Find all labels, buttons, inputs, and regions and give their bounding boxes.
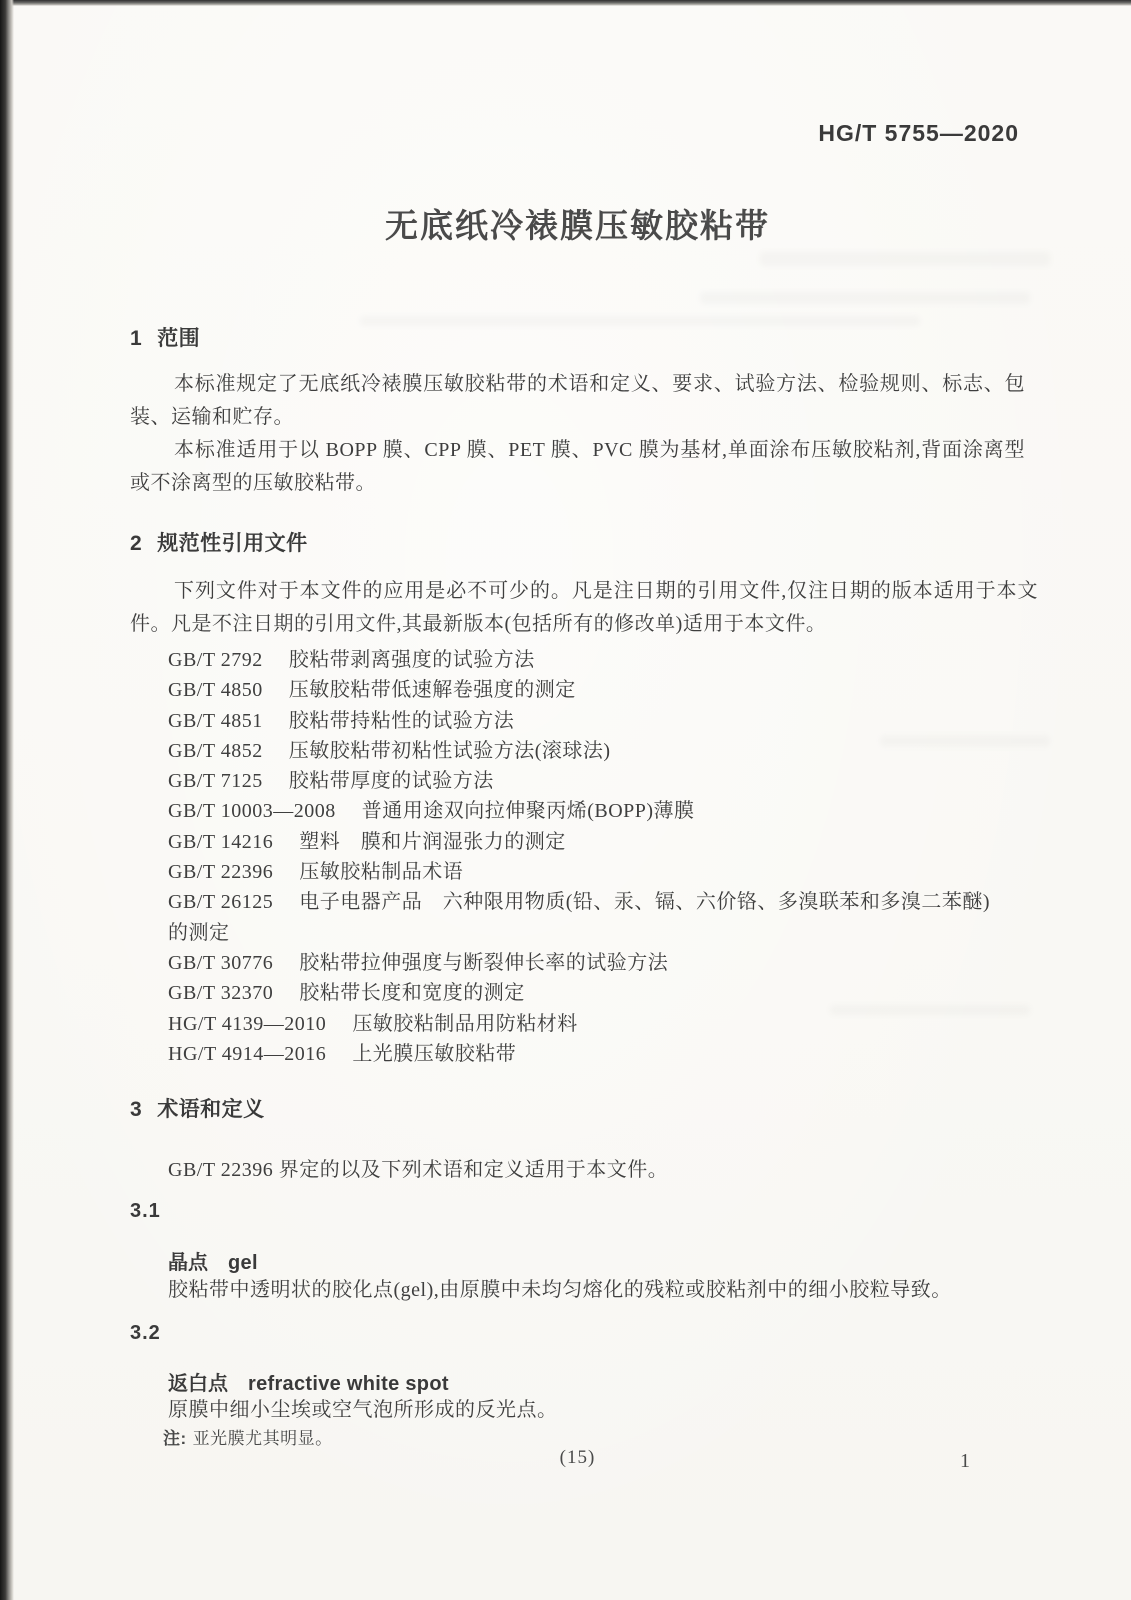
term-2-definition: 原膜中细小尘埃或空气泡所形成的反光点。 (168, 1399, 558, 1421)
reference-code: GB/T 14216 (168, 830, 274, 853)
scan-edge-left (0, 0, 14, 1600)
reference-title: 塑料 膜和片润湿张力的测定 (299, 830, 566, 853)
section-1-paragraph-2: 本标准适用于以 BOPP 膜、CPP 膜、PET 膜、PVC 膜为基材,单面涂布压敏胶粘剂,背面涂离型或不涂离型的压敏胶粘带。 (130, 439, 1025, 494)
note-text: 亚光膜尤其明显。 (192, 1429, 333, 1448)
reference-code: GB/T 7125 (168, 770, 263, 793)
reference-code: HG/T 4139—2010 (168, 1012, 327, 1035)
reference-code: GB/T 2792 (168, 649, 263, 671)
term-2-number: 3.2 (130, 1322, 161, 1344)
term-2-english: refractive white spot (248, 1373, 449, 1395)
reference-item (130, 857, 1030, 887)
document-title: 无底纸冷裱膜压敏胶粘带 (385, 207, 770, 244)
section-1-paragraph-1: 本标准规定了无底纸冷裱膜压敏胶粘带的术语和定义、要求、试验方法、检验规则、标志、包装、运输和贮存。 (130, 373, 1025, 428)
scan-edge-top (0, 0, 1131, 6)
reference-item (130, 766, 1030, 796)
section-2-heading (130, 527, 308, 557)
term-1-name-line (168, 1246, 258, 1275)
reference-item (130, 675, 1030, 705)
section-3-title: 术语和定义 (157, 1098, 265, 1121)
term-1-name: 晶点 (168, 1252, 208, 1274)
reference-code: GB/T 30776 (168, 951, 274, 974)
note-label: 注: (163, 1429, 187, 1448)
reference-code: GB/T 4850 (168, 679, 263, 702)
reference-item (130, 1039, 1030, 1069)
term-1-definition: 胶粘带中透明状的胶化点(gel),由原膜中未均匀熔化的残粒或胶粘剂中的细小胶粒导致。 (168, 1279, 952, 1301)
section-3-heading (130, 1093, 265, 1123)
reference-title: 胶粘带持粘性的试验方法 (288, 709, 515, 732)
reference-title: 电子电器产品 六种限用物质(铅、汞、镉、六价铬、多溴联苯和多溴二苯醚) (299, 891, 991, 914)
normative-references-list (130, 645, 1030, 1069)
section-3-intro: GB/T 22396 界定的以及下列术语和定义适用于本文件。 (168, 1159, 669, 1181)
section-1-heading (130, 322, 200, 352)
reference-title: 压敏胶粘制品术语 (299, 861, 464, 884)
term-2-note (163, 1424, 333, 1449)
footer-page-number: 1 (960, 1450, 970, 1472)
reference-item (130, 706, 1030, 736)
reference-item (130, 887, 1030, 948)
reference-item (130, 736, 1030, 766)
reference-title: 胶粘带剥离强度的试验方法 (288, 649, 535, 671)
section-2-title: 规范性引用文件 (157, 532, 308, 555)
footer-center-mark: (15) (559, 1447, 596, 1468)
reference-item (130, 978, 1030, 1008)
section-2-number: 2 (130, 532, 143, 555)
reference-title: 胶粘带拉伸强度与断裂伸长率的试验方法 (299, 951, 669, 974)
standard-code: HG/T 5755—2020 (818, 120, 1019, 146)
reference-code: GB/T 22396 (168, 861, 274, 884)
reference-title: 上光膜压敏胶粘带 (352, 1042, 517, 1065)
reference-item (130, 827, 1030, 857)
reference-title: 压敏胶粘制品用防粘材料 (352, 1012, 578, 1035)
reference-item (130, 645, 1030, 675)
reference-code: GB/T 32370 (168, 982, 274, 1005)
reference-title: 压敏胶粘带低速解卷强度的测定 (288, 679, 576, 702)
term-2-name: 返白点 (168, 1373, 228, 1395)
reference-item (130, 948, 1030, 978)
term-1-number: 3.1 (130, 1200, 161, 1222)
term-1-english: gel (228, 1252, 258, 1274)
reference-title: 胶粘带厚度的试验方法 (288, 770, 494, 793)
reference-item (130, 796, 1030, 826)
section-3-number: 3 (130, 1098, 143, 1121)
bleed-through-artifact (760, 252, 1050, 266)
reference-continuation: 的测定 (168, 921, 230, 944)
section-1-title: 范围 (157, 327, 201, 350)
term-2-name-line (168, 1367, 449, 1396)
reference-item (130, 1009, 1030, 1039)
reference-code: GB/T 4851 (168, 709, 263, 732)
section-2-intro: 下列文件对于本文件的应用是必不可少的。凡是注日期的引用文件,仅注日期的版本适用于本文件。凡是不注日期的引用文件,其最新版本(包括所有的修改单)适用于本文件。 (130, 580, 1038, 635)
reference-title: 普通用途双向拉伸聚丙烯(BOPP)薄膜 (361, 800, 695, 823)
bleed-through-artifact (360, 316, 920, 326)
reference-code: GB/T 26125 (168, 891, 274, 914)
reference-code: GB/T 10003—2008 (168, 800, 336, 823)
section-1-number: 1 (130, 327, 143, 350)
bleed-through-artifact (700, 292, 1030, 304)
reference-title: 胶粘带长度和宽度的测定 (299, 982, 525, 1005)
reference-code: HG/T 4914—2016 (168, 1042, 327, 1065)
reference-code: GB/T 4852 (168, 739, 263, 762)
reference-title: 压敏胶粘带初粘性试验方法(滚球法) (288, 739, 611, 762)
